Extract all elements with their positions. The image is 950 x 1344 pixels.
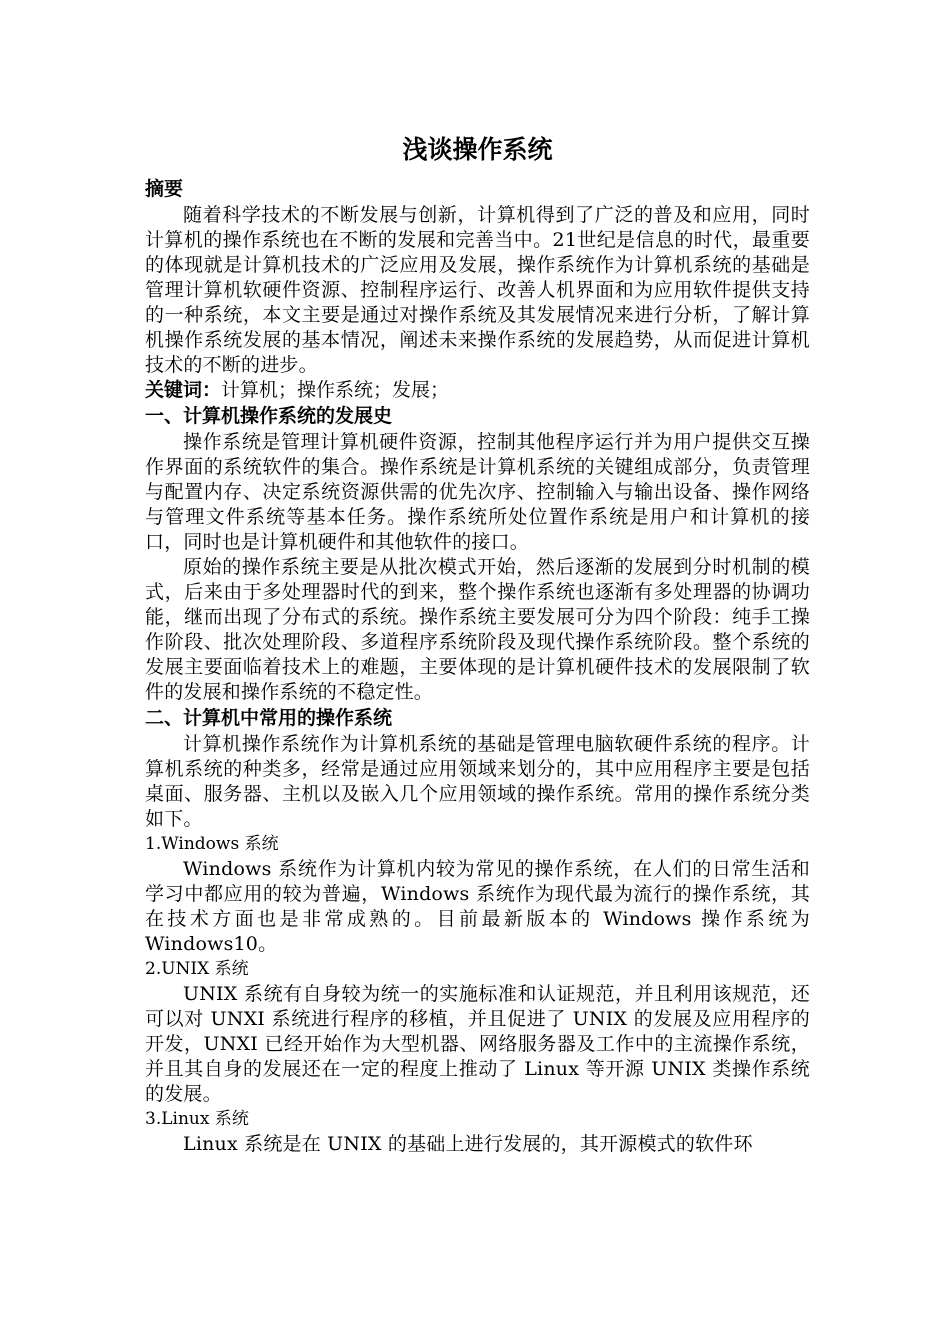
document-page [145,130,810,1157]
section1-heading: 一、计算机操作系统的发展史 [145,405,393,427]
abstract-text: 随着科学技术的不断发展与创新，计算机得到了广泛的普及和应用，同时计算机的操作系统也在不断的发展和完善当中。21世纪是信息的时代，最重要的体现就是计算机技术的广泛应用及发展，操作系统作为计算机系统的基础是管理计算机软硬件资源、控制程序运行、改善人机界面和为应用软件提供支持的一种系统，本文主要是通过对操作系统及其发展情况来进行分析，了解计算机操作系统发展的基本情况，阐述未来操作系统的发展趋势，从而促进计算机技术的不断的进步。 [145,204,810,376]
windows-paragraph: Windows 系统作为计算机内较为常见的操作系统，在人们的日常生活和学习中都应用的较为普遍，Windows 系统作为现代最为流行的操作系统，其在技术方面也是非常成熟的。目前最新版本的 Windows 操作系统为 Windows10。 [145,858,810,955]
keywords-line [145,378,810,403]
keywords-label: 关键词： [145,379,222,401]
section2-paragraph-1: 计算机操作系统作为计算机系统的基础是管理电脑软硬件系统的程序。计算机系统的种类多，经常是通过应用领域来划分的，其中应用程序主要是包括桌面、服务器、主机以及嵌入几个应用领域的操作系统。常用的操作系统分类如下。 [145,733,810,830]
unix-paragraph: UNIX 系统有自身较为统一的实施标准和认证规范，并且利用该规范，还可以对 UNXI 系统进行程序的移植，并且促进了 UNIX 的发展及应用程序的开发，UNXI 已经开始作为大型机器、网络服务器及工作中的主流操作系统，并且其自身的发展还在一定的程度上推动了 Linux 等开源 UNIX 类操作系统的发展。 [145,983,810,1105]
linux-subheading: 3.Linux 系统 [145,1109,249,1129]
unix-subheading: 2.UNIX 系统 [145,959,249,979]
document-title: 浅谈操作系统 [402,135,553,164]
keywords-text: 计算机；操作系统；发展； [221,379,450,401]
section1-paragraph-2: 原始的操作系统主要是从批次模式开始，然后逐渐的发展到分时机制的模式，后来由于多处理器时代的到来，整个操作系统也逐渐有多处理器的协调功能，继而出现了分布式的系统。操作系统主要发展可分为四个阶段：纯手工操作阶段、批次处理阶段、多道程序系统阶段及现代操作系统阶段。整个系统的发展主要面临着技术上的难题，主要体现的是计算机硬件技术的发展限制了软件的发展和操作系统的不稳定性。 [145,556,810,703]
section2-heading: 二、计算机中常用的操作系统 [145,707,393,729]
linux-paragraph: Linux 系统是在 UNIX 的基础上进行发展的，其开源模式的软件环 [183,1133,753,1155]
windows-subheading: 1.Windows 系统 [145,834,279,854]
abstract-heading: 摘要 [145,178,184,200]
section1-paragraph-1: 操作系统是管理计算机硬件资源，控制其他程序运行并为用户提供交互操作界面的系统软件的集合。操作系统是计算机系统的关键组成部分，负责管理与配置内存、决定系统资源供需的优先次序、控制输入与输出设备、操作网络与管理文件系统等基本任务。操作系统所处位置作系统是用户和计算机的接口，同时也是计算机硬件和其他软件的接口。 [145,431,810,553]
